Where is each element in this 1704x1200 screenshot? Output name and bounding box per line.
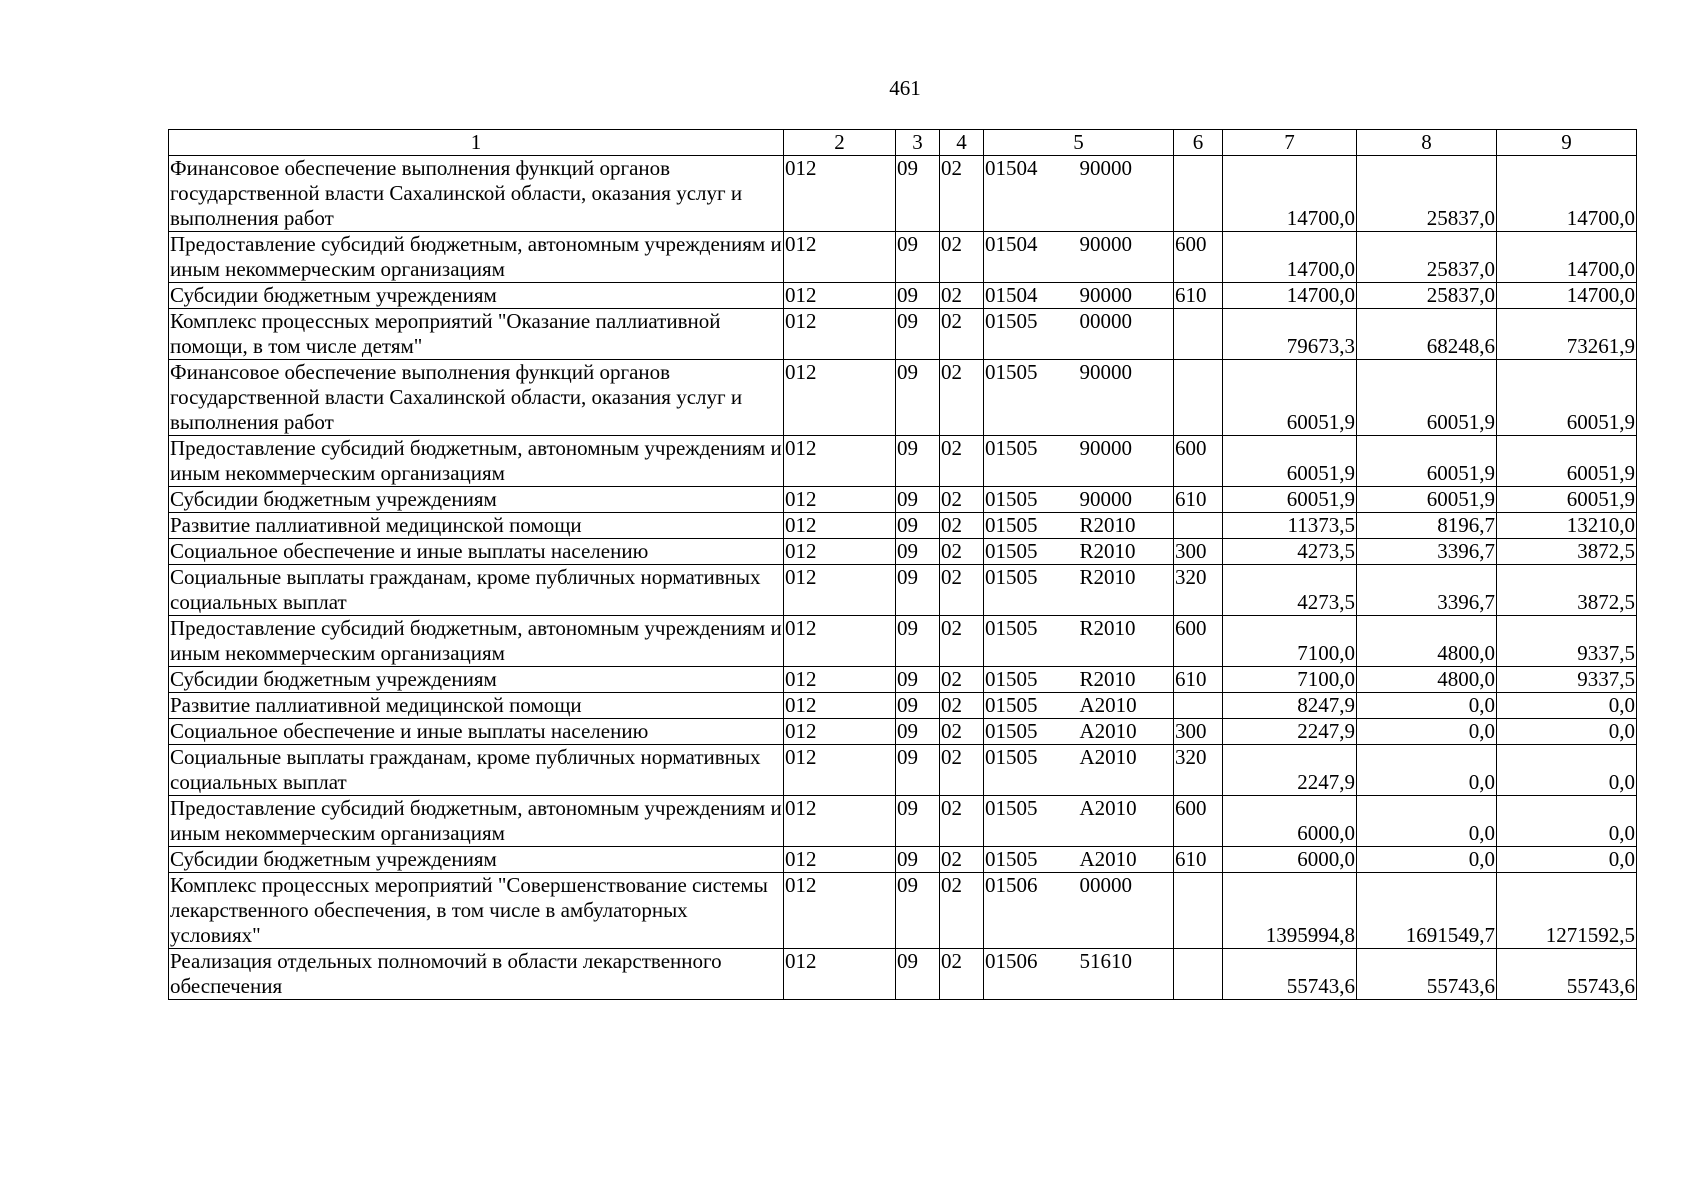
row-name: Реализация отдельных полномочий в области лекарственного обеспечения: [169, 949, 784, 1000]
row-amount-2: 8196,7: [1357, 513, 1497, 539]
row-section: 09: [896, 693, 940, 719]
row-section: 09: [896, 616, 940, 667]
row-direction-code: A2010: [1079, 719, 1174, 745]
row-subsection: 02: [940, 539, 984, 565]
row-amount-3: 0,0: [1497, 745, 1637, 796]
row-amount-3: 1271592,5: [1497, 873, 1637, 949]
row-program-code: 01504: [984, 156, 1079, 232]
row-subsection: 02: [940, 232, 984, 283]
row-amount-1: 7100,0: [1223, 667, 1357, 693]
row-admin-code: 012: [784, 719, 896, 745]
row-amount-2: 60051,9: [1357, 360, 1497, 436]
row-program-code: 01505: [984, 487, 1079, 513]
row-direction-code: R2010: [1079, 513, 1174, 539]
row-admin-code: 012: [784, 513, 896, 539]
row-name: Развитие паллиативной медицинской помощи: [169, 693, 784, 719]
row-program-code: 01505: [984, 667, 1079, 693]
table-row: [169, 283, 1637, 309]
row-section: 09: [896, 232, 940, 283]
row-amount-3: 60051,9: [1497, 487, 1637, 513]
row-amount-2: 0,0: [1357, 719, 1497, 745]
row-program-code: 01505: [984, 616, 1079, 667]
table-row: [169, 667, 1637, 693]
row-direction-code: A2010: [1079, 796, 1174, 847]
row-amount-3: 55743,6: [1497, 949, 1637, 1000]
row-direction-code: A2010: [1079, 745, 1174, 796]
row-amount-1: 4273,5: [1223, 565, 1357, 616]
col-header-4: 4: [940, 130, 984, 156]
col-header-2: 2: [784, 130, 896, 156]
row-admin-code: 012: [784, 847, 896, 873]
row-amount-1: 11373,5: [1223, 513, 1357, 539]
row-expense-type: [1174, 693, 1223, 719]
row-expense-type: 610: [1174, 667, 1223, 693]
row-expense-type: 600: [1174, 436, 1223, 487]
table-row: [169, 693, 1637, 719]
row-program-code: 01505: [984, 436, 1079, 487]
row-amount-2: 25837,0: [1357, 232, 1497, 283]
row-admin-code: 012: [784, 796, 896, 847]
row-name: Комплекс процессных мероприятий "Совершенствование системы лекарственного обеспечения, в том числе в амбулаторных условиях": [169, 873, 784, 949]
row-amount-1: 14700,0: [1223, 283, 1357, 309]
row-section: 09: [896, 847, 940, 873]
row-expense-type: 320: [1174, 745, 1223, 796]
table-body: [169, 156, 1637, 1000]
row-program-code: 01505: [984, 693, 1079, 719]
row-name: Субсидии бюджетным учреждениям: [169, 487, 784, 513]
row-section: 09: [896, 565, 940, 616]
row-direction-code: 90000: [1079, 156, 1174, 232]
row-subsection: 02: [940, 283, 984, 309]
row-expense-type: 600: [1174, 232, 1223, 283]
row-amount-1: 79673,3: [1223, 309, 1357, 360]
row-subsection: 02: [940, 309, 984, 360]
row-amount-2: 0,0: [1357, 796, 1497, 847]
row-expense-type: [1174, 873, 1223, 949]
col-header-7: 7: [1223, 130, 1357, 156]
row-program-code: 01506: [984, 949, 1079, 1000]
row-amount-3: 9337,5: [1497, 616, 1637, 667]
row-direction-code: 51610: [1079, 949, 1174, 1000]
row-amount-1: 6000,0: [1223, 796, 1357, 847]
row-amount-2: 0,0: [1357, 847, 1497, 873]
row-amount-1: 2247,9: [1223, 745, 1357, 796]
page-number: 461: [889, 76, 921, 100]
row-admin-code: 012: [784, 436, 896, 487]
row-direction-code: 00000: [1079, 873, 1174, 949]
row-expense-type: 600: [1174, 616, 1223, 667]
row-expense-type: [1174, 156, 1223, 232]
row-amount-3: 60051,9: [1497, 436, 1637, 487]
row-subsection: 02: [940, 796, 984, 847]
row-amount-1: 8247,9: [1223, 693, 1357, 719]
row-amount-1: 2247,9: [1223, 719, 1357, 745]
table-row: [169, 565, 1637, 616]
row-amount-2: 25837,0: [1357, 283, 1497, 309]
row-expense-type: 300: [1174, 539, 1223, 565]
row-name: Финансовое обеспечение выполнения функций органов государственной власти Сахалинской области, оказания услуг и выполнения работ: [169, 156, 784, 232]
row-subsection: 02: [940, 693, 984, 719]
row-expense-type: 300: [1174, 719, 1223, 745]
row-section: 09: [896, 873, 940, 949]
row-amount-3: 0,0: [1497, 719, 1637, 745]
row-section: 09: [896, 719, 940, 745]
row-name: Комплекс процессных мероприятий "Оказание паллиативной помощи, в том числе детям": [169, 309, 784, 360]
row-direction-code: R2010: [1079, 565, 1174, 616]
row-name: Предоставление субсидий бюджетным, автономным учреждениям и иным некоммерческим организациям: [170, 436, 782, 485]
row-amount-2: 25837,0: [1357, 156, 1497, 232]
row-amount-3: 14700,0: [1497, 283, 1637, 309]
row-direction-code: R2010: [1079, 616, 1174, 667]
row-section: 09: [896, 667, 940, 693]
row-name: Развитие паллиативной медицинской помощи: [169, 513, 784, 539]
row-section: 09: [896, 309, 940, 360]
row-direction-code: R2010: [1079, 667, 1174, 693]
row-direction-code: 90000: [1079, 360, 1174, 436]
row-amount-2: 60051,9: [1357, 487, 1497, 513]
row-name: Субсидии бюджетным учреждениям: [169, 667, 784, 693]
row-expense-type: [1174, 360, 1223, 436]
row-program-code: 01504: [984, 232, 1079, 283]
row-amount-3: 0,0: [1497, 847, 1637, 873]
row-admin-code: 012: [784, 667, 896, 693]
table-row: [169, 539, 1637, 565]
row-amount-2: 68248,6: [1357, 309, 1497, 360]
row-expense-type: 600: [1174, 796, 1223, 847]
table-row: [169, 949, 1637, 1000]
row-direction-code: A2010: [1079, 847, 1174, 873]
row-section: 09: [896, 796, 940, 847]
table-row: [169, 513, 1637, 539]
row-admin-code: 012: [784, 283, 896, 309]
row-amount-2: 0,0: [1357, 745, 1497, 796]
row-amount-1: 14700,0: [1223, 232, 1357, 283]
row-admin-code: 012: [784, 745, 896, 796]
row-amount-1: 6000,0: [1223, 847, 1357, 873]
row-amount-3: 0,0: [1497, 693, 1637, 719]
row-subsection: 02: [940, 719, 984, 745]
row-amount-3: 3872,5: [1497, 565, 1637, 616]
row-direction-code: A2010: [1079, 693, 1174, 719]
table-row: [169, 745, 1637, 796]
row-subsection: 02: [940, 873, 984, 949]
row-direction-code: 90000: [1079, 436, 1174, 487]
col-header-6: 6: [1174, 130, 1223, 156]
row-amount-3: 13210,0: [1497, 513, 1637, 539]
row-name: Субсидии бюджетным учреждениям: [169, 283, 784, 309]
row-section: 09: [896, 487, 940, 513]
row-direction-code: 90000: [1079, 487, 1174, 513]
row-amount-2: 3396,7: [1357, 539, 1497, 565]
header-row: [169, 130, 1637, 156]
row-program-code: 01505: [984, 745, 1079, 796]
row-direction-code: 90000: [1079, 283, 1174, 309]
table-row: [169, 360, 1637, 436]
row-admin-code: 012: [784, 949, 896, 1000]
row-amount-1: 55743,6: [1223, 949, 1357, 1000]
row-section: 09: [896, 436, 940, 487]
table-row: [169, 796, 1637, 847]
row-amount-1: 60051,9: [1223, 487, 1357, 513]
row-program-code: 01505: [984, 539, 1079, 565]
row-direction-code: 90000: [1079, 232, 1174, 283]
row-subsection: 02: [940, 487, 984, 513]
row-program-code: 01505: [984, 565, 1079, 616]
row-name: Предоставление субсидий бюджетным, автономным учреждениям и иным некоммерческим организациям: [170, 616, 782, 665]
row-amount-3: 9337,5: [1497, 667, 1637, 693]
row-amount-1: 60051,9: [1223, 436, 1357, 487]
row-subsection: 02: [940, 436, 984, 487]
col-header-1: 1: [169, 130, 784, 156]
row-amount-3: 0,0: [1497, 796, 1637, 847]
row-admin-code: 012: [784, 309, 896, 360]
row-amount-2: 3396,7: [1357, 565, 1497, 616]
row-subsection: 02: [940, 616, 984, 667]
row-amount-2: 4800,0: [1357, 616, 1497, 667]
row-expense-type: [1174, 513, 1223, 539]
row-name: Предоставление субсидий бюджетным, автономным учреждениям и иным некоммерческим организациям: [170, 796, 782, 845]
row-program-code: 01505: [984, 847, 1079, 873]
row-admin-code: 012: [784, 616, 896, 667]
row-name: Социальное обеспечение и иные выплаты населению: [169, 539, 784, 565]
row-section: 09: [896, 745, 940, 796]
row-program-code: 01506: [984, 873, 1079, 949]
row-admin-code: 012: [784, 873, 896, 949]
row-subsection: 02: [940, 513, 984, 539]
row-amount-1: 60051,9: [1223, 360, 1357, 436]
row-expense-type: 610: [1174, 847, 1223, 873]
row-program-code: 01505: [984, 513, 1079, 539]
row-name: Социальные выплаты гражданам, кроме публичных нормативных социальных выплат: [169, 745, 784, 796]
row-program-code: 01505: [984, 796, 1079, 847]
col-header-3: 3: [896, 130, 940, 156]
row-subsection: 02: [940, 745, 984, 796]
row-expense-type: 320: [1174, 565, 1223, 616]
row-amount-3: 14700,0: [1497, 232, 1637, 283]
row-amount-3: 3872,5: [1497, 539, 1637, 565]
row-admin-code: 012: [784, 487, 896, 513]
row-expense-type: 610: [1174, 283, 1223, 309]
col-header-5: 5: [984, 130, 1174, 156]
row-amount-2: 60051,9: [1357, 436, 1497, 487]
row-program-code: 01505: [984, 309, 1079, 360]
row-section: 09: [896, 283, 940, 309]
row-amount-1: 7100,0: [1223, 616, 1357, 667]
budget-table: [168, 129, 1637, 1000]
row-amount-1: 14700,0: [1223, 156, 1357, 232]
col-header-8: 8: [1357, 130, 1497, 156]
row-program-code: 01504: [984, 283, 1079, 309]
row-amount-2: 55743,6: [1357, 949, 1497, 1000]
row-admin-code: 012: [784, 565, 896, 616]
row-name: Социальные выплаты гражданам, кроме публичных нормативных социальных выплат: [169, 565, 784, 616]
row-subsection: 02: [940, 847, 984, 873]
row-admin-code: 012: [784, 360, 896, 436]
row-amount-3: 60051,9: [1497, 360, 1637, 436]
row-expense-type: 610: [1174, 487, 1223, 513]
row-section: 09: [896, 513, 940, 539]
row-amount-2: 1691549,7: [1357, 873, 1497, 949]
row-subsection: 02: [940, 565, 984, 616]
row-expense-type: [1174, 309, 1223, 360]
row-section: 09: [896, 949, 940, 1000]
row-subsection: 02: [940, 360, 984, 436]
row-amount-1: 4273,5: [1223, 539, 1357, 565]
table-row: [169, 487, 1637, 513]
table-row: [169, 719, 1637, 745]
row-direction-code: R2010: [1079, 539, 1174, 565]
row-admin-code: 012: [784, 539, 896, 565]
row-amount-2: 0,0: [1357, 693, 1497, 719]
row-program-code: 01505: [984, 360, 1079, 436]
table-row: [169, 616, 1637, 667]
table-row: [169, 436, 1637, 487]
row-name: Социальное обеспечение и иные выплаты населению: [169, 719, 784, 745]
row-expense-type: [1174, 949, 1223, 1000]
row-amount-3: 14700,0: [1497, 156, 1637, 232]
table-row: [169, 309, 1637, 360]
row-admin-code: 012: [784, 156, 896, 232]
row-amount-3: 73261,9: [1497, 309, 1637, 360]
row-name: Субсидии бюджетным учреждениям: [169, 847, 784, 873]
row-program-code: 01505: [984, 719, 1079, 745]
row-admin-code: 012: [784, 232, 896, 283]
row-section: 09: [896, 360, 940, 436]
row-amount-1: 1395994,8: [1223, 873, 1357, 949]
row-section: 09: [896, 539, 940, 565]
table-row: [169, 847, 1637, 873]
row-section: 09: [896, 156, 940, 232]
table-row: [169, 156, 1637, 232]
row-amount-2: 4800,0: [1357, 667, 1497, 693]
table-row: [169, 232, 1637, 283]
row-name: Финансовое обеспечение выполнения функций органов государственной власти Сахалинской области, оказания услуг и выполнения работ: [169, 360, 784, 436]
row-subsection: 02: [940, 949, 984, 1000]
row-name: Предоставление субсидий бюджетным, автономным учреждениям и иным некоммерческим организациям: [170, 232, 782, 281]
row-subsection: 02: [940, 156, 984, 232]
row-direction-code: 00000: [1079, 309, 1174, 360]
row-admin-code: 012: [784, 693, 896, 719]
col-header-9: 9: [1497, 130, 1637, 156]
row-subsection: 02: [940, 667, 984, 693]
table-row: [169, 873, 1637, 949]
